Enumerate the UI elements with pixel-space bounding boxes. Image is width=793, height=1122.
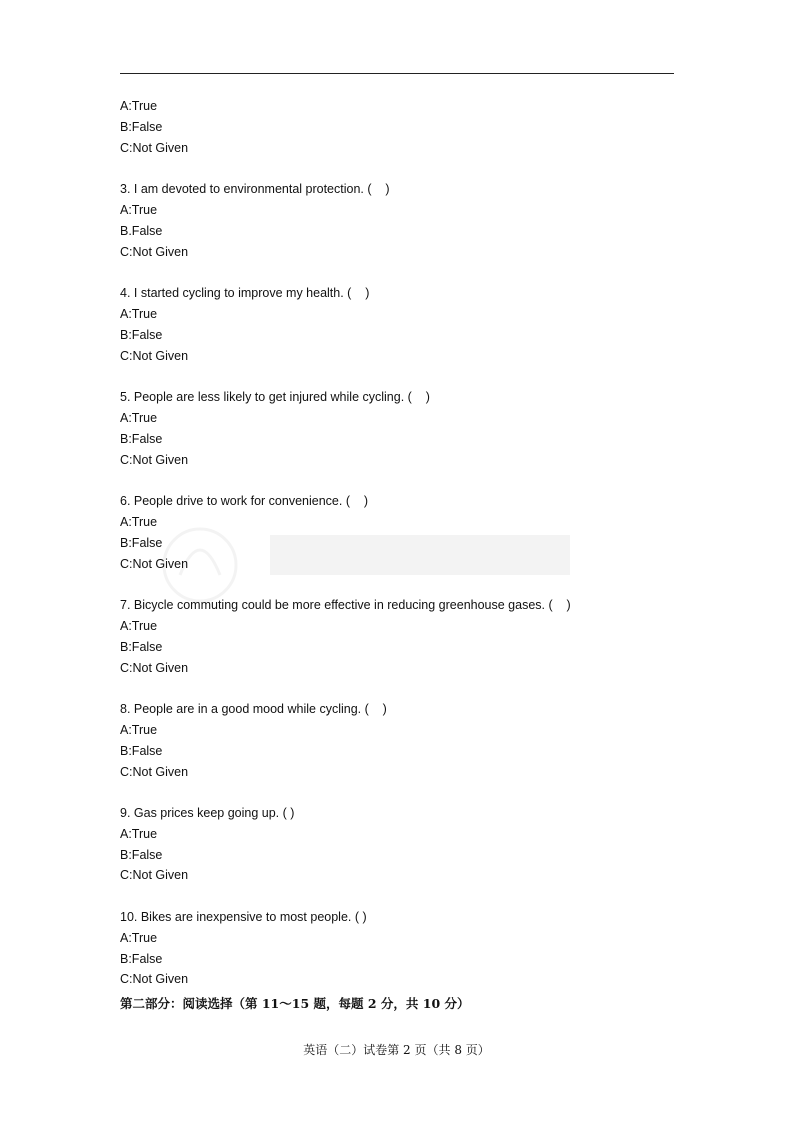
- option-b: B:False: [120, 327, 163, 342]
- option-b: B:False: [120, 639, 163, 654]
- option-c: C:Not Given: [120, 452, 189, 467]
- question-8: [120, 699, 680, 803]
- section-title: 第二部分：阅读选择（第 11～15 题，每题 2 分，共 10 分）: [120, 996, 470, 1012]
- question-text: 3. I am devoted to environmental protection. ( ): [120, 182, 390, 197]
- option-a: A:True: [120, 826, 158, 841]
- option-a: A:True: [120, 514, 158, 529]
- question-text: 4. I started cycling to improve my health. ( ): [120, 286, 370, 301]
- question-7: [120, 595, 680, 699]
- option-a: A:True: [120, 618, 158, 633]
- option-c: C:Not Given: [120, 140, 189, 155]
- option-b: B:False: [120, 743, 163, 758]
- question-5: [120, 387, 680, 491]
- question-6: [120, 491, 680, 595]
- question-3: [120, 179, 680, 283]
- option-a: A:True: [120, 930, 158, 945]
- option-b: B:False: [120, 847, 163, 862]
- option-a: A:True: [120, 99, 158, 113]
- question-text: 5. People are less likely to get injured while cycling. ( ): [120, 390, 430, 405]
- option-b: B.False: [120, 223, 163, 238]
- page-footer: 英语（二）试卷第 2 页（共 8 页）: [303, 1043, 490, 1057]
- option-c: C:Not Given: [120, 764, 189, 779]
- option-b: B:False: [120, 535, 163, 550]
- option-a: A:True: [120, 306, 158, 321]
- option-c: C:Not Given: [120, 660, 189, 675]
- option-c: C:Not Given: [120, 972, 189, 987]
- option-b: B:False: [120, 431, 163, 446]
- question-2-options: [120, 96, 680, 158]
- question-text: 9. Gas prices keep going up. ( ): [120, 806, 295, 821]
- option-a: A:True: [120, 722, 158, 737]
- question-text: 6. People drive to work for convenience. ( ): [120, 494, 369, 509]
- option-c: C:Not Given: [120, 348, 189, 363]
- question-text: 10. Bikes are inexpensive to most people. ( ): [120, 910, 367, 925]
- question-10: [120, 907, 680, 990]
- question-4: [120, 283, 680, 387]
- question-text: 8. People are in a good mood while cycling. ( ): [120, 702, 387, 717]
- option-a: A:True: [120, 202, 158, 217]
- question-text: 7. Bicycle commuting could be more effective in reducing greenhouse gases. ( ): [120, 598, 571, 613]
- document-body: [120, 96, 680, 1014]
- option-b: B:False: [120, 119, 163, 134]
- question-9: [120, 803, 680, 907]
- option-c: C:Not Given: [120, 244, 189, 259]
- option-b: B:False: [120, 951, 163, 966]
- option-c: C:Not Given: [120, 556, 189, 571]
- header-rule: [120, 73, 674, 74]
- option-a: A:True: [120, 410, 158, 425]
- option-c: C:Not Given: [120, 868, 189, 883]
